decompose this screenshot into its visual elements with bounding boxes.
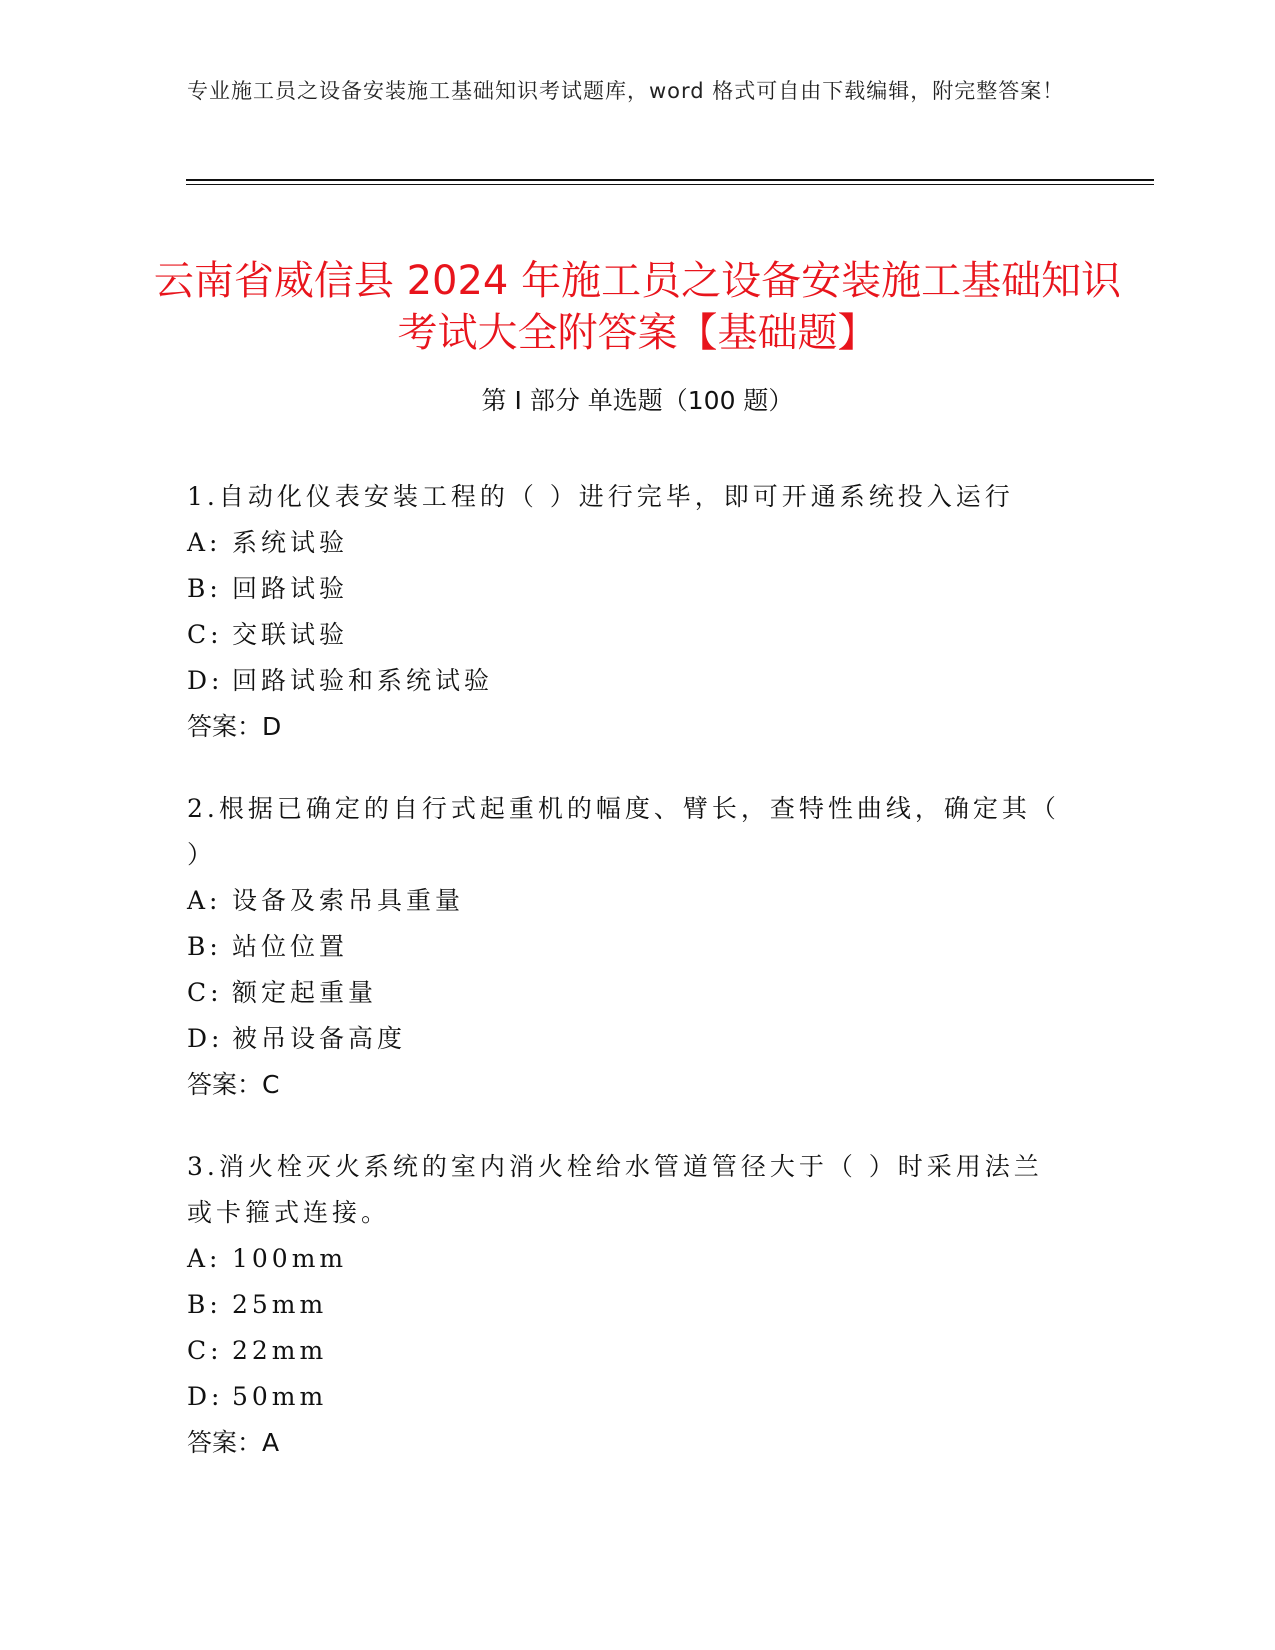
option-text: 被吊设备高度: [232, 1024, 407, 1053]
answer: 答案：A: [187, 1428, 280, 1457]
question-2: [187, 786, 1067, 1108]
option-b: [187, 1282, 1067, 1328]
question-3: [187, 1144, 1067, 1466]
option-letter: D:: [187, 1024, 224, 1053]
option-text: 回路试验: [232, 574, 349, 603]
option-letter: A:: [187, 1244, 222, 1273]
option-d: [187, 658, 1067, 704]
option-letter: D:: [187, 666, 224, 695]
question-list: [187, 474, 1067, 1502]
option-c: [187, 970, 1067, 1016]
option-text: 22mm: [232, 1336, 328, 1365]
option-text: 系统试验: [232, 528, 349, 557]
header-rule-thick: [186, 179, 1154, 181]
option-b: [187, 924, 1067, 970]
header-note: 专业施工员之设备安装施工基础知识考试题库，word 格式可自由下载编辑，附完整答案！: [187, 79, 1065, 103]
option-letter: A:: [187, 528, 222, 557]
option-letter: D:: [187, 1382, 224, 1411]
option-a: [187, 520, 1067, 566]
option-text: 25mm: [232, 1290, 328, 1319]
option-c: [187, 1328, 1067, 1374]
question-1: [187, 474, 1067, 750]
option-text: 额定起重量: [232, 978, 378, 1007]
option-text: 交联试验: [232, 620, 349, 649]
option-b: [187, 566, 1067, 612]
option-letter: C:: [187, 1336, 223, 1365]
option-letter: C:: [187, 978, 223, 1007]
question-stem: 2.根据已确定的自行式起重机的幅度、臂长，查特性曲线，确定其（ ）: [187, 794, 1060, 869]
header-rule-thin: [186, 184, 1154, 185]
question-stem: 1.自动化仪表安装工程的（ ）进行完毕，即可开通系统投入运行: [187, 482, 1014, 511]
section-title: 第 I 部分 单选题（100 题）: [481, 386, 794, 415]
document-title: 云南省威信县 2024 年施工员之设备安装施工基础知识考试大全附答案【基础题】: [153, 257, 1122, 356]
option-letter: B:: [187, 932, 222, 961]
option-letter: B:: [187, 574, 222, 603]
answer: 答案：C: [187, 1070, 280, 1099]
option-letter: A:: [187, 886, 222, 915]
option-text: 50mm: [232, 1382, 328, 1411]
option-letter: B:: [187, 1290, 222, 1319]
option-text: 设备及索吊具重量: [232, 886, 465, 915]
option-text: 100mm: [232, 1244, 348, 1273]
question-stem: 3.消火栓灭火系统的室内消火栓给水管道管径大于（ ）时采用法兰或卡箍式连接。: [187, 1152, 1043, 1227]
option-text: 站位位置: [232, 932, 349, 961]
option-letter: C:: [187, 620, 223, 649]
option-d: [187, 1016, 1067, 1062]
option-a: [187, 878, 1067, 924]
answer: 答案：D: [187, 712, 282, 741]
option-a: [187, 1236, 1067, 1282]
option-text: 回路试验和系统试验: [232, 666, 494, 695]
option-c: [187, 612, 1067, 658]
option-d: [187, 1374, 1067, 1420]
